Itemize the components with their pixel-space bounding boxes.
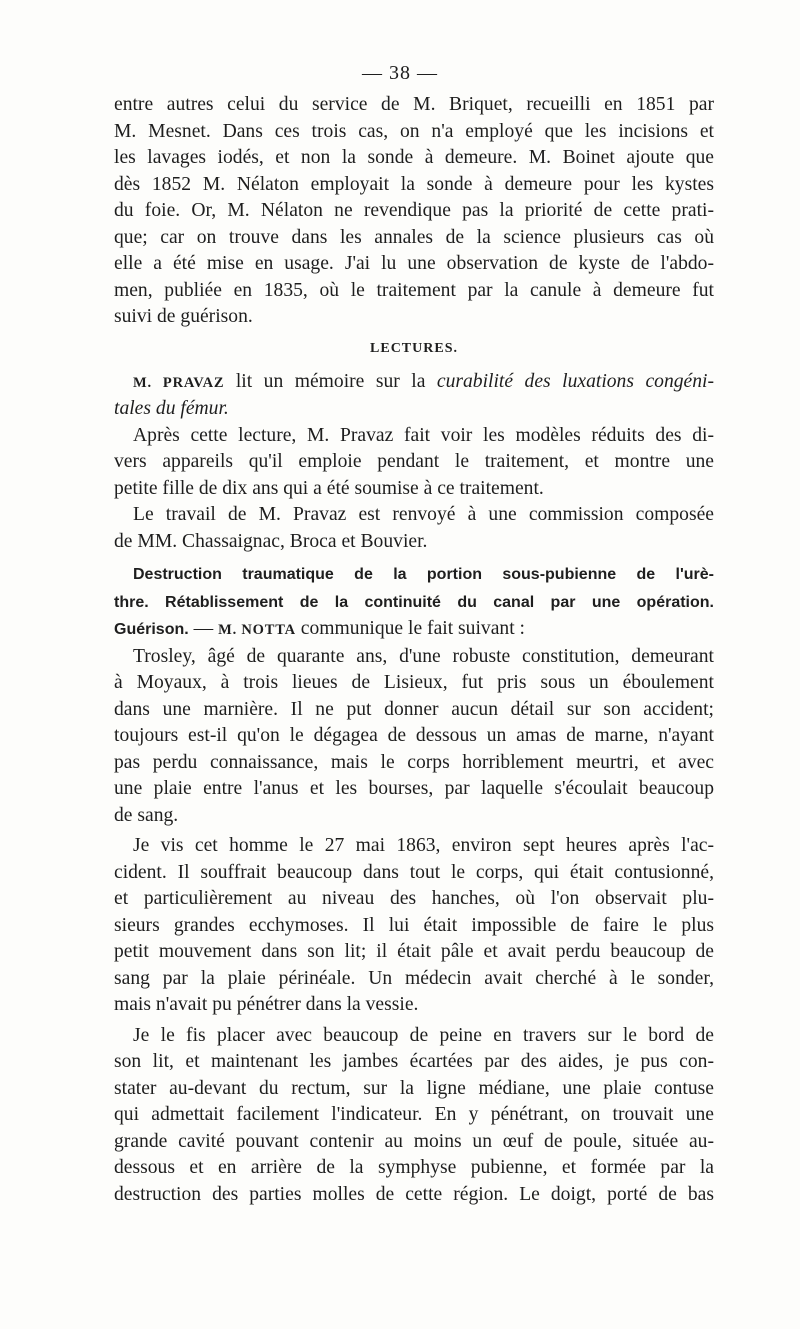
text-line: de sang. (114, 804, 179, 826)
text-line: Après cette lecture, M. Pravaz fait voir les modèles réduits des di- (133, 424, 714, 446)
text-line: Le travail de M. Pravaz est renvoyé à une commission composée (133, 504, 714, 525)
text-line: elle a été mise en usage. J'ai lu une observation de kyste de l'abdo- (114, 253, 714, 274)
body-text (114, 92, 714, 1208)
notta-title-line1: Destruction traumatique de la portion sous-pubienne de l'urè- (133, 566, 714, 583)
text-line: dès 1852 M. Nélaton employait la sonde à demeure pour les kystes (114, 173, 714, 195)
text-line: dans une marnière. Il ne put donner aucun détail sur son accident; (114, 698, 714, 720)
text-line: entre autres celui du service de M. Briquet, recueilli en 1851 par (114, 94, 714, 115)
section-heading-lectures: LECTURES. (370, 340, 458, 356)
text-line: petit mouvement dans son lit; il était pâle et avait perdu beaucoup de (114, 941, 714, 962)
text-line: à Moyaux, à trois lieues de Lisieux, fut pris sous un éboulement (114, 672, 714, 693)
text-line: mais n'avait pu pénétrer dans la vessie. (114, 994, 419, 1015)
text-line: du foie. Or, M. Nélaton ne revendique pas la priorité de cette prati- (114, 200, 714, 221)
text-line: grande cavité pouvant contenir au moins un œuf de poule, située au- (114, 1130, 714, 1152)
text-line: suivi de guérison. (114, 306, 253, 327)
text-line: men, publiée en 1835, où le traitement par la canule à demeure fut (114, 279, 714, 301)
pravaz-intro: lit un mémoire sur la (224, 370, 437, 392)
text-line: sieurs grandes ecchymoses. Il lui était impossible de faire le plus (114, 914, 714, 936)
speaker-name: M. PRAVAZ (133, 374, 225, 391)
text-line: petite fille de dix ans qui a été soumise à ce traitement. (114, 477, 544, 499)
text-line: dessous et en arrière de la symphyse pubienne, et formée par la (114, 1157, 714, 1178)
text-line: toujours est-il qu'on le dégagea de dessous un amas de marne, n'ayant (114, 725, 714, 746)
text-line: sang par la plaie périnéale. Un médecin avait cherché à le sonder, (114, 967, 714, 989)
text-line: et particulièrement au niveau des hanches, où l'on observait plu- (114, 888, 714, 909)
memoir-title-part1: curabilité des luxations congéni- (436, 370, 715, 392)
pravaz-line (114, 369, 714, 397)
text-line: de MM. Chassaignac, Broca et Bouvier. (114, 530, 428, 552)
text-line: Trosley, âgé de quarante ans, d'une robuste constitution, demeurant (133, 645, 714, 667)
text-line: son lit, et maintenant les jambes écartées par des aides, je pus con- (114, 1051, 714, 1072)
text-line: les lavages iodés, et non la sonde à demeure. M. Boinet ajoute que (114, 147, 714, 168)
text-line: vers appareils qu'il emploie pendant le traitement, et montre une (114, 451, 714, 472)
text-line: une plaie entre l'anus et les bourses, par laquelle s'écoulait beaucoup (114, 778, 714, 799)
memoir-title-part2: tales du fémur. (114, 398, 229, 419)
text-line: Je vis cet homme le 27 mai 1863, environ sept heures après l'ac- (133, 835, 714, 856)
notta-title-line3: Guérison. — M. NOTTA communique le fait suivant : (114, 618, 525, 639)
text-line: M. Mesnet. Dans ces trois cas, on n'a employé que les incisions et (114, 120, 714, 142)
text-line: qui admettait facilement l'indicateur. En y pénétrant, on trouvait une (114, 1104, 714, 1125)
text-line: destruction des parties molles de cette région. Le doigt, porté de bas (114, 1183, 714, 1205)
notta-title-line2: thre. Rétablissement de la continuité du canal par une opération. (114, 593, 714, 611)
speaker-name: M. NOTTA (218, 622, 296, 638)
text-line: pas perdu connaissance, mais le corps horriblement meurtri, et avec (114, 751, 714, 773)
text-line: Je le fis placer avec beaucoup de peine en travers sur le bord de (133, 1024, 714, 1046)
text-line: cident. Il souffrait beaucoup dans tout le corps, qui était contusionné, (114, 861, 714, 883)
page-number: — 38 — (362, 62, 438, 84)
text-line: stater au-devant du rectum, sur la ligne médiane, une plaie contuse (114, 1077, 714, 1099)
text-line: que; car on trouve dans les annales de la science plusieurs cas où (114, 226, 714, 248)
